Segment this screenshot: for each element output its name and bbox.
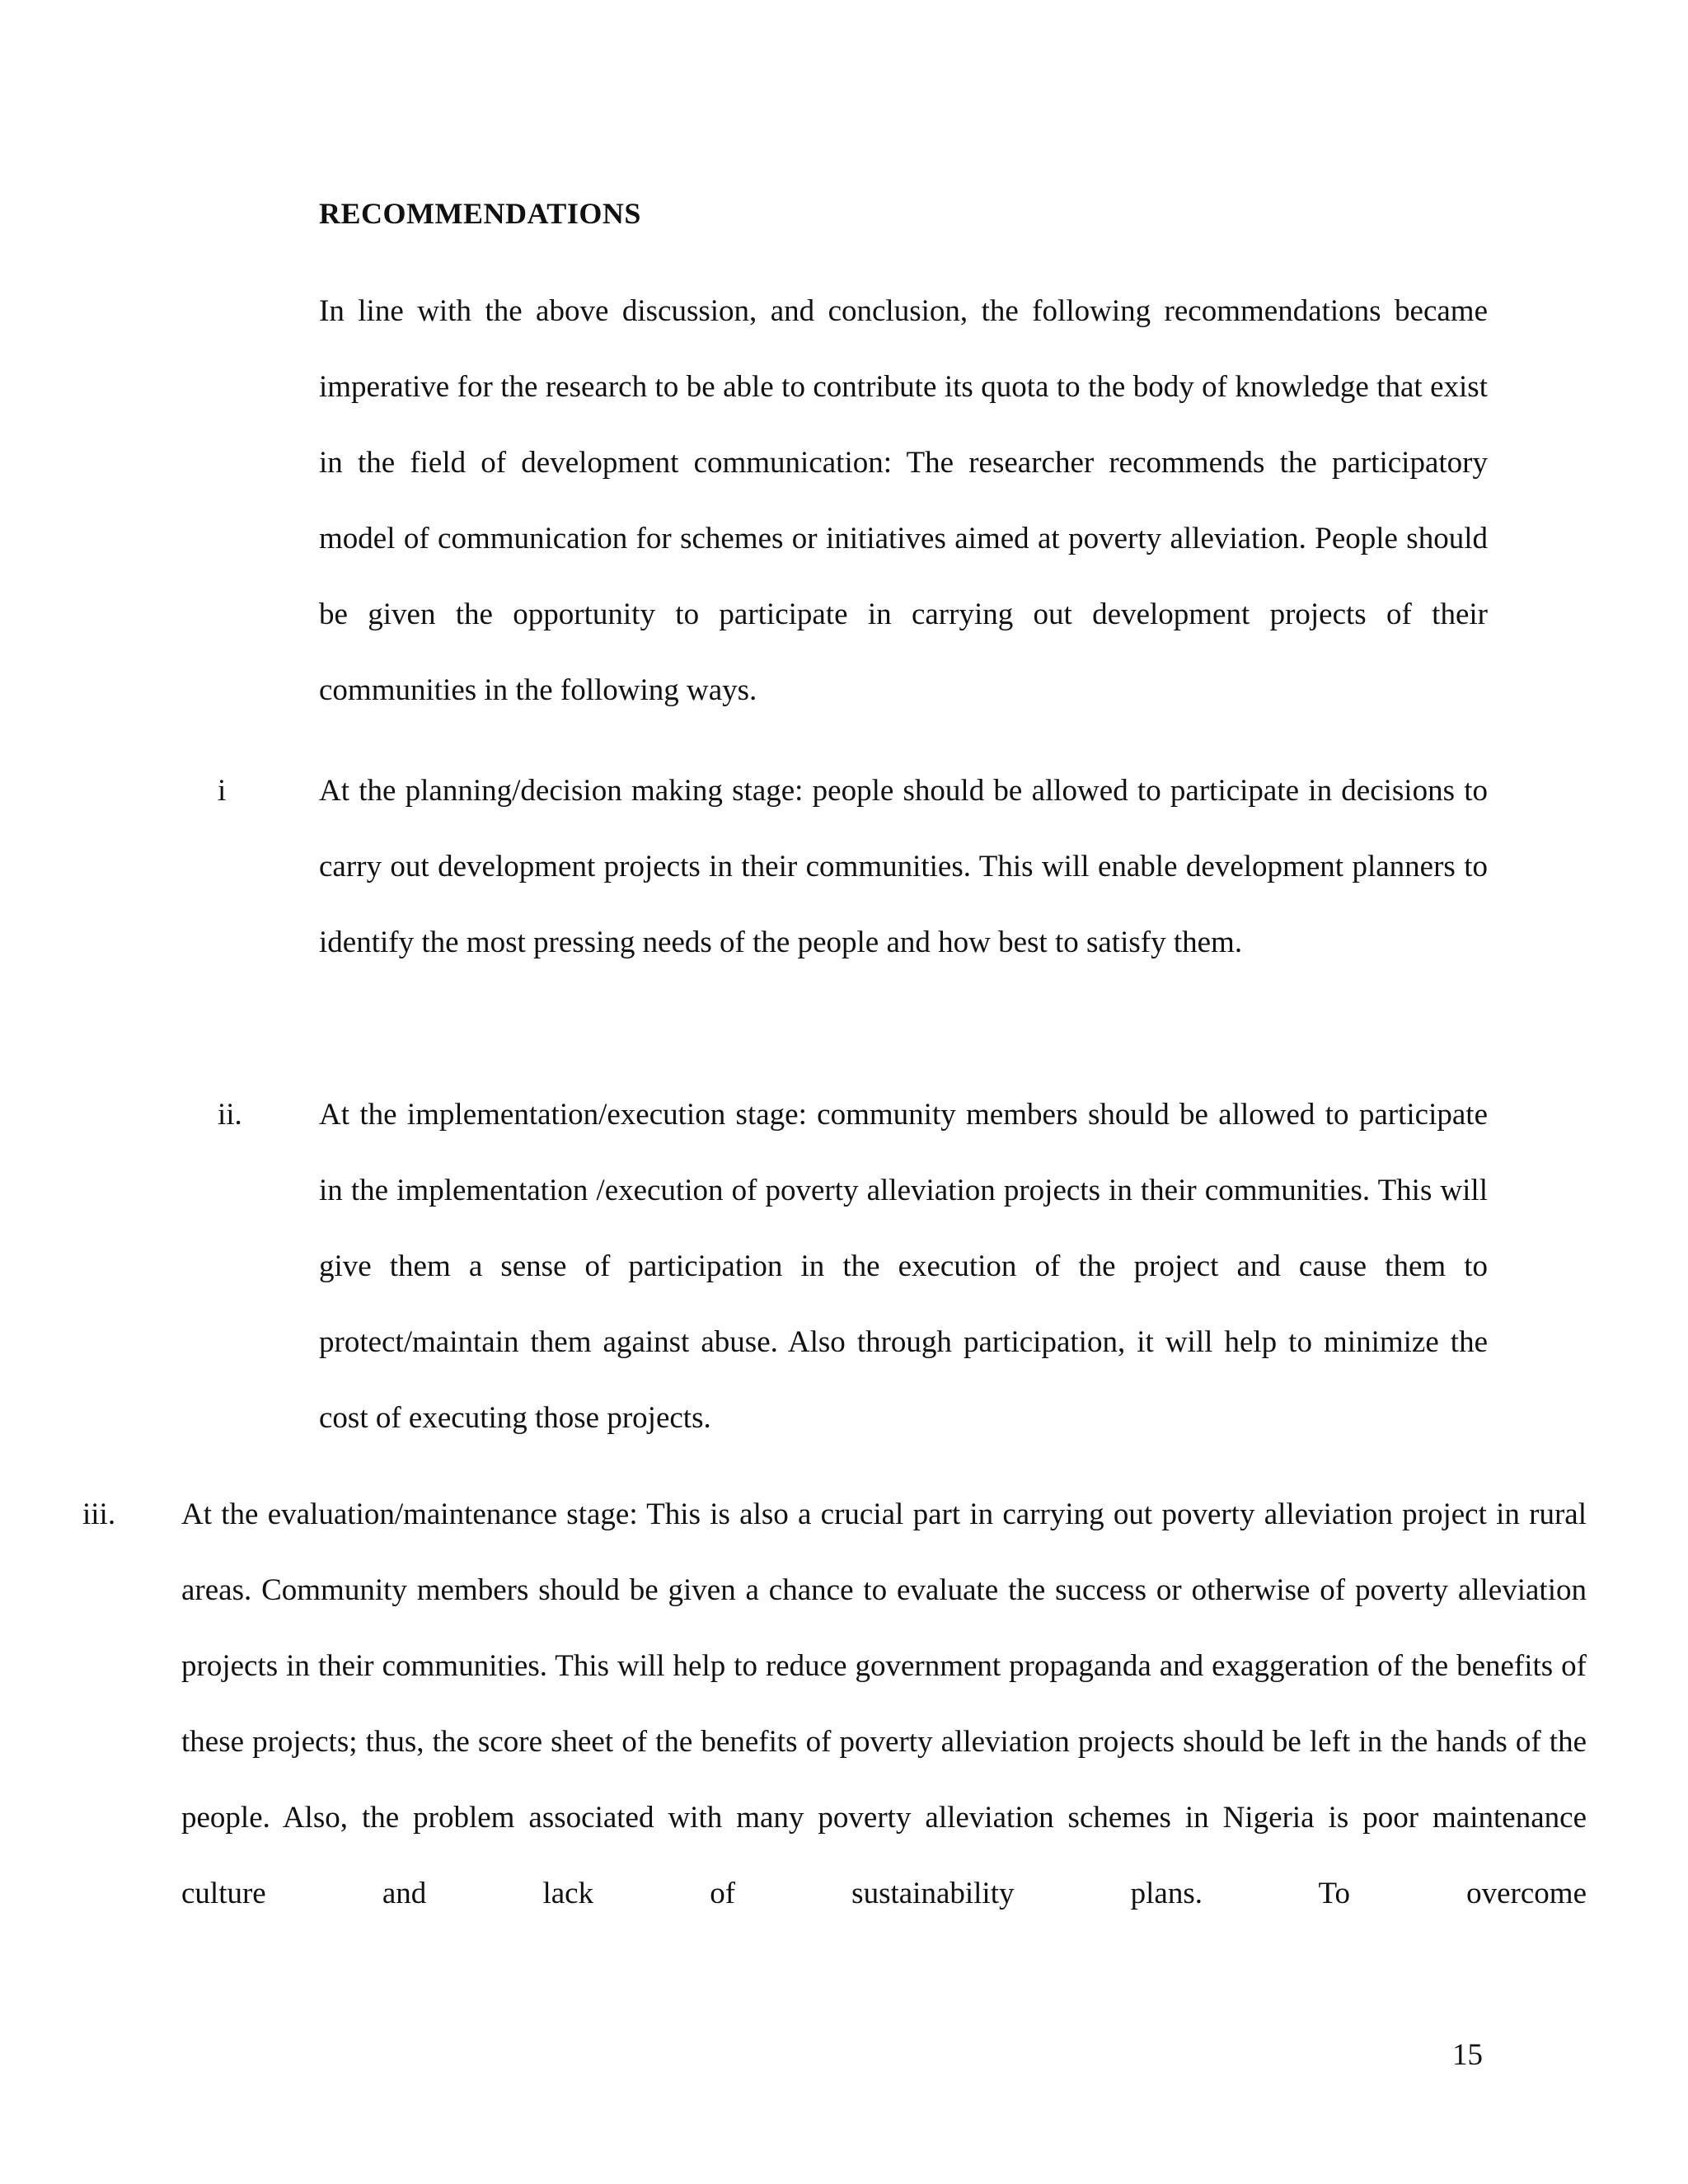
list-item-marker: ii. (218, 1098, 242, 1132)
list-item-marker: i (218, 774, 227, 808)
list-item-text: At the planning/decision making stage: people should be allowed to participate in decisions to carry out development projects in their communities. This will enable development planners to identify the most pressing needs of the people and how best to satisfy them. (319, 774, 1488, 959)
list-item-text: At the evaluation/maintenance stage: This is also a crucial part in carrying out poverty alleviation project in rural areas. Community members should be given a chance to evaluate the success or otherwise of poverty alleviation projects in their communities. This will help to reduce government propaganda and exaggeration of the benefits of these projects; thus, the score sheet of the benefits of poverty alleviation projects should be left in the hands of the people. Also, the problem associated with many poverty alleviation schemes in Nigeria is poor maintenance culture and lack of sustainability plans. To overcome (181, 1497, 1587, 1910)
list-item-text: At the implementation/execution stage: community members should be allowed to participate in the implementation /execution of poverty alleviation projects in their communities. This will give them a sense of participation in the execution of the project and cause them to protect/maintain them against abuse. Also through participation, it will help to minimize the cost of executing those projects. (319, 1098, 1488, 1435)
section-heading: RECOMMENDATIONS (319, 197, 641, 230)
intro-paragraph: In line with the above discussion, and conclusion, the following recommendations became imperative for the research to be able to contribute its quota to the body of knowledge that exist in the field of development communication: The researcher recommends the participatory model of communication for schemes or initiatives aimed at poverty alleviation. People should be given the opportunity to participate in carrying out development projects of their communities in the following ways. (319, 294, 1488, 707)
list-item-marker: iii. (82, 1497, 116, 1531)
page-number: 15 (1452, 2038, 1483, 2072)
